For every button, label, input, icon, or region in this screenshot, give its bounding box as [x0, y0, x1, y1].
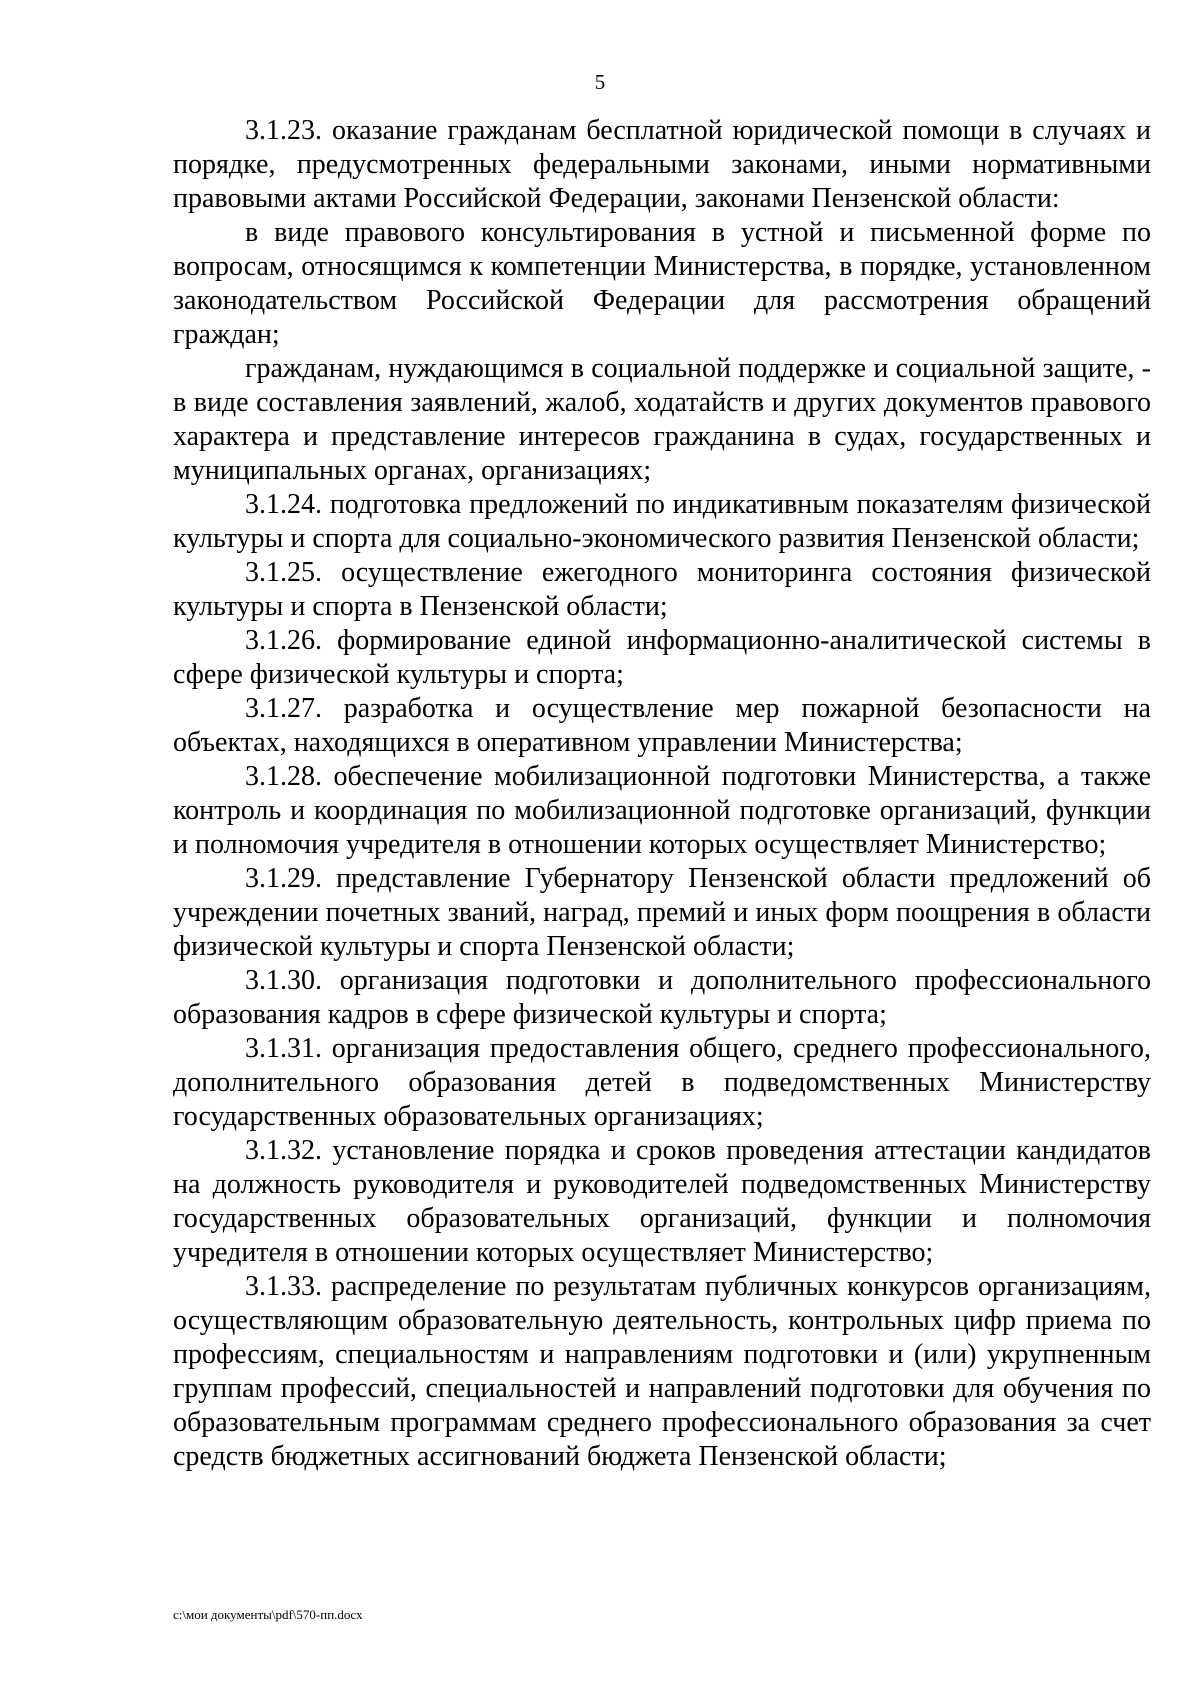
paragraph-3-1-25: 3.1.25. осуществление ежегодного мониторинга состояния физической культуры и спорта в Пензенской области;: [173, 557, 1151, 622]
paragraph-3-1-30: 3.1.30. организация подготовки и дополнительного профессионального образования кадров в сфере физической культуры и спорта;: [173, 965, 1151, 1030]
paragraph-3-1-32: 3.1.32. установление порядка и сроков проведения аттестации кандидатов на должность руководителя и руководителей подведомственных Министерству государственных образовательных организаций, функции и полномочия учредителя в отношении которых осуществляет Министерство;: [173, 1135, 1151, 1268]
paragraph-3-1-23: 3.1.23. оказание гражданам бесплатной юридической помощи в случаях и порядке, предусмотренных федеральными законами, иными нормативными правовыми актами Российской Федерации, законами Пензенской области:: [173, 115, 1151, 214]
paragraph-3-1-29: 3.1.29. представление Губернатору Пензенской области предложений об учреждении почетных званий, наград, премий и иных форм поощрения в области физической культуры и спорта Пензенской области;: [173, 863, 1151, 962]
paragraph-3-1-28: 3.1.28. обеспечение мобилизационной подготовки Министерства, а также контроль и координация по мобилизационной подготовке организаций, функции и полномочия учредителя в отношении которых осуществляет Министерство;: [173, 761, 1151, 860]
paragraph-legal-consulting: в виде правового консультирования в устной и письменной форме по вопросам, относящимся к компетенции Министерства, в порядке, установленном законодательством Российской Федерации для рассмотрения обращений граждан;: [173, 217, 1151, 350]
paragraph-social-support-citizens: гражданам, нуждающимся в социальной поддержке и социальной защите, - в виде составления заявлений, жалоб, ходатайств и других документов правового характера и представление интересов гражданина в судах, государственных и муниципальных органах, организациях;: [173, 353, 1151, 486]
paragraph-3-1-27: 3.1.27. разработка и осуществление мер пожарной безопасности на объектах, находящихся в оперативном управлении Министерства;: [173, 693, 1151, 758]
document-body: [173, 114, 1151, 1474]
paragraph-3-1-24: 3.1.24. подготовка предложений по индикативным показателям физической культуры и спорта для социально-экономического развития Пензенской области;: [173, 489, 1151, 554]
footer-file-path: c:\мои документы\pdf\570-пп.docx: [173, 1607, 363, 1622]
paragraph-3-1-33: 3.1.33. распределение по результатам публичных конкурсов организациям, осуществляющим образовательную деятельность, контрольных цифр приема по профессиям, специальностям и направлениям подготовки и (или) укрупненным группам профессий, специальностей и направлений подготовки для обучения по образовательным программам среднего профессионального образования за счет средств бюджетных ассигнований бюджета Пензенской области;: [173, 1271, 1151, 1472]
page-number: 5: [594, 70, 606, 94]
paragraph-3-1-31: 3.1.31. организация предоставления общего, среднего профессионального, дополнительного образования детей в подведомственных Министерству государственных образовательных организациях;: [173, 1033, 1151, 1132]
paragraph-3-1-26: 3.1.26. формирование единой информационно-аналитической системы в сфере физической культуры и спорта;: [173, 625, 1151, 690]
